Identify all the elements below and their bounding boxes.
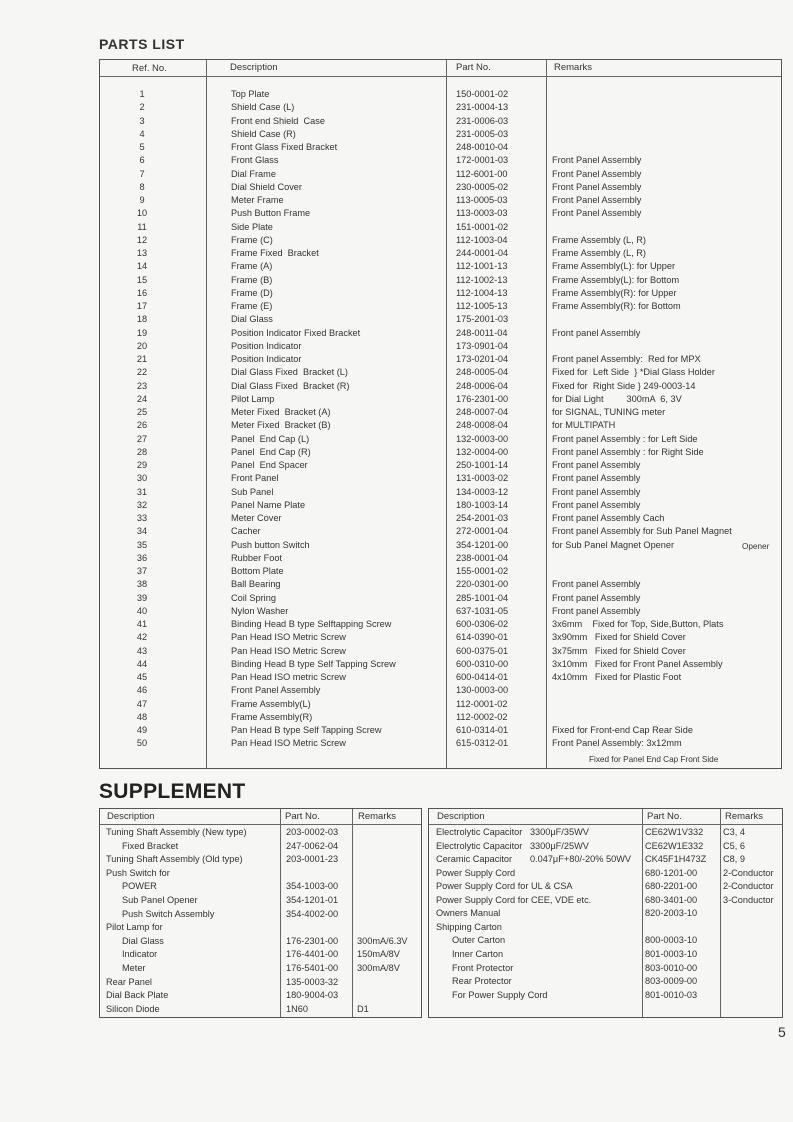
parts-row-description: Shield Case (R): [231, 129, 296, 139]
supp-right-row-part-no: 680-3401-00: [645, 895, 698, 905]
parts-row-ref: 38: [136, 579, 148, 589]
supp-left-row-description: Dial Glass: [122, 936, 164, 946]
supp-right-row-description: Power Supply Cord: [436, 868, 516, 878]
supp-left-row-part-no: 354-4002-00: [286, 909, 339, 919]
parts-row-part-no: 248-0005-04: [456, 367, 509, 377]
parts-row-description: Frame (C): [231, 235, 273, 245]
parts-row-ref: 2: [139, 102, 145, 112]
supp-right-header-part-no: Part No.: [647, 811, 682, 822]
supp-right-row-part-no: CE62W1E332: [645, 841, 704, 851]
supp-right-row-remarks: 2-Conductor: [723, 881, 774, 891]
parts-row-part-no: 254-2001-03: [456, 513, 509, 523]
header-description: Description: [230, 62, 278, 73]
parts-row-part-no: 231-0006-03: [456, 116, 509, 126]
supp-left-row-description: Silicon Diode: [106, 1004, 160, 1014]
parts-row-part-no: 244-0001-04: [456, 248, 509, 258]
supp-left-row-description: Push Switch Assembly: [122, 909, 215, 919]
parts-row-description: Binding Head B type Selftapping Screw: [231, 619, 392, 629]
parts-row-ref: 23: [136, 381, 148, 391]
parts-row-part-no: 112-1004-13: [456, 288, 508, 298]
parts-row-part-no: 173-0901-04: [456, 341, 509, 351]
parts-row-ref: 8: [139, 182, 145, 192]
supp-left-row-description: Dial Back Plate: [106, 990, 169, 1000]
parts-row-ref: 17: [136, 301, 148, 311]
supp-left-row-description: Meter: [122, 963, 146, 973]
parts-row-description: Side Plate: [231, 222, 273, 232]
supp-right-row-description: Electrolytic Capacitor 3300μF/25WV: [436, 841, 589, 851]
parts-row-remarks: Fixed for Front-end Cap Rear Side: [552, 725, 693, 735]
supp-left-row-description: Tuning Shaft Assembly (Old type): [106, 854, 243, 864]
supp-right-row-remarks: 2-Conductor: [723, 868, 774, 878]
parts-row-ref: 4: [139, 129, 145, 139]
parts-row-remarks: Front panel Assembly: [552, 579, 641, 589]
parts-row-part-no: 248-0011-04: [456, 328, 508, 338]
parts-row-remarks: Front Panel Assembly: [552, 195, 642, 205]
parts-row-description: Meter Cover: [231, 513, 282, 523]
parts-row-part-no: 173-0201-04: [456, 354, 509, 364]
parts-row-description: Sub Panel: [231, 487, 274, 497]
parts-row-remarks: for MULTIPATH: [552, 420, 616, 430]
parts-row-remarks: Front panel Assembly : for Left Side: [552, 434, 698, 444]
parts-row-ref: 21: [136, 354, 148, 364]
parts-row-ref: 37: [136, 566, 148, 576]
parts-row-description: Pilot Lamp: [231, 394, 275, 404]
parts-row-description: Push Button Frame: [231, 208, 311, 218]
parts-row-ref: 47: [136, 699, 148, 709]
parts-row-remarks: Front panel Assembly: Red for MPX: [552, 354, 701, 364]
parts-row-remarks: Fixed for Right Side } 249-0003-14: [552, 381, 696, 391]
parts-row-description: Frame Fixed Bracket: [231, 248, 319, 258]
parts-row-description: Pan Head ISO Metric Screw: [231, 646, 346, 656]
parts-row-ref: 26: [136, 420, 148, 430]
parts-row-ref: 5: [139, 142, 145, 152]
parts-row-description: Push button Switch: [231, 540, 310, 550]
supp-right-row-remarks: 3-Conductor: [723, 895, 774, 905]
parts-row-part-no: 220-0301-00: [456, 579, 509, 589]
supp-left-row-part-no: 203-0002-03: [286, 827, 339, 837]
parts-row-remarks: Frame Assembly(L): for Upper: [552, 261, 676, 271]
row50-extra: Fixed for Panel End Cap Front Side: [589, 755, 719, 764]
supp-right-row-part-no: 820-2003-10: [645, 908, 698, 918]
parts-row-description: Binding Head B type Self Tapping Screw: [231, 659, 396, 669]
parts-row-remarks: Frame Assembly (L, R): [552, 248, 646, 258]
parts-row-remarks: 3x10mm Fixed for Front Panel Assembly: [552, 659, 723, 669]
parts-row-description: Pan Head ISO Metric Screw: [231, 632, 346, 642]
supp-right-row-description: Ceramic Capacitor 0.047μF+80/-20% 50WV: [436, 854, 631, 864]
parts-row-description: Meter Fixed Bracket (B): [231, 420, 331, 430]
parts-row-part-no: 248-0007-04: [456, 407, 509, 417]
parts-row-ref: 45: [136, 672, 148, 682]
parts-row-part-no: 112-1001-13: [456, 261, 508, 271]
parts-row-part-no: 131-0003-02: [456, 473, 509, 483]
parts-row-part-no: 615-0312-01: [456, 738, 509, 748]
parts-row-part-no: 172-0001-03: [456, 155, 509, 165]
header-part-no: Part No.: [456, 62, 491, 73]
supp-right-row-part-no: 680-1201-00: [645, 868, 698, 878]
parts-row-description: Coil Spring: [231, 593, 276, 603]
supp-left-row-description: Sub Panel Opener: [122, 895, 198, 905]
parts-row-part-no: 112-0002-02: [456, 712, 508, 722]
parts-row-description: Panel End Cap (R): [231, 447, 311, 457]
parts-row-description: Ball Bearing: [231, 579, 281, 589]
parts-row-ref: 1: [139, 89, 145, 99]
parts-row-ref: 48: [136, 712, 148, 722]
row35-extra: Opener: [742, 542, 770, 551]
parts-row-part-no: 610-0314-01: [456, 725, 509, 735]
supp-left-row-part-no: 176-2301-00: [286, 936, 339, 946]
supp-left-row-description: Push Switch for: [106, 868, 170, 878]
parts-list-title: PARTS LIST: [99, 36, 185, 52]
parts-row-description: Frame (E): [231, 301, 273, 311]
parts-row-ref: 18: [136, 314, 148, 324]
supp-left-row-description: Rear Panel: [106, 977, 152, 987]
parts-row-ref: 27: [136, 434, 148, 444]
parts-row-part-no: 614-0390-01: [456, 632, 509, 642]
supp-left-row-part-no: 176-4401-00: [286, 949, 339, 959]
parts-row-remarks: Front panel Assembly : for Right Side: [552, 447, 704, 457]
parts-row-description: Panel End Cap (L): [231, 434, 310, 444]
parts-row-remarks: Front Panel Assembly: [552, 155, 642, 165]
parts-row-remarks: for Dial Light 300mA 6, 3V: [552, 394, 682, 404]
parts-row-part-no: 637-1031-05: [456, 606, 509, 616]
parts-row-description: Front Panel: [231, 473, 279, 483]
parts-row-ref: 34: [136, 526, 148, 536]
parts-row-description: Panel End Spacer: [231, 460, 308, 470]
parts-row-ref: 9: [139, 195, 145, 205]
supp-left-row-description: Indicator: [122, 949, 158, 959]
parts-row-ref: 43: [136, 646, 148, 656]
parts-row-description: Nylon Washer: [231, 606, 289, 616]
parts-row-part-no: 600-0375-01: [456, 646, 509, 656]
parts-row-ref: 39: [136, 593, 148, 603]
parts-row-part-no: 600-0310-00: [456, 659, 509, 669]
parts-row-part-no: 248-0008-04: [456, 420, 509, 430]
page-number: 5: [778, 1024, 786, 1040]
parts-row-description: Bottom Plate: [231, 566, 284, 576]
supp-right-row-description: Inner Carton: [452, 949, 504, 959]
parts-row-remarks: Fixed for Left Side } *Dial Glass Holder: [552, 367, 715, 377]
parts-row-part-no: 112-1005-13: [456, 301, 508, 311]
parts-row-ref: 24: [136, 394, 148, 404]
parts-row-ref: 20: [136, 341, 148, 351]
parts-row-ref: 6: [139, 155, 145, 165]
parts-row-part-no: 250-1001-14: [456, 460, 509, 470]
supp-right-row-description: Front Protector: [452, 963, 514, 973]
parts-row-ref: 28: [136, 447, 148, 457]
supp-left-row-remarks: 150mA/8V: [357, 949, 400, 959]
parts-row-part-no: 175-2001-03: [456, 314, 509, 324]
parts-row-remarks: Frame Assembly(R): for Bottom: [552, 301, 681, 311]
parts-row-ref: 12: [136, 235, 148, 245]
parts-row-part-no: 285-1001-04: [456, 593, 509, 603]
parts-row-remarks: Front panel Assembly Cach: [552, 513, 665, 523]
parts-row-ref: 40: [136, 606, 148, 616]
parts-row-description: Meter Frame: [231, 195, 284, 205]
parts-row-ref: 35: [136, 540, 148, 550]
parts-row-part-no: 150-0001-02: [456, 89, 509, 99]
parts-row-ref: 10: [136, 208, 148, 218]
parts-row-remarks: Frame Assembly(R): for Upper: [552, 288, 677, 298]
parts-row-ref: 31: [136, 487, 148, 497]
parts-row-remarks: Front panel Assembly: [552, 328, 641, 338]
parts-row-description: Rubber Foot: [231, 553, 283, 563]
parts-row-ref: 14: [136, 261, 148, 271]
supp-left-row-description: Fixed Bracket: [122, 841, 179, 851]
parts-row-part-no: 231-0004-13: [456, 102, 509, 112]
supp-right-row-description: For Power Supply Cord: [452, 990, 548, 1000]
parts-row-ref: 19: [136, 328, 148, 338]
supp-right-row-part-no: 803-0009-00: [645, 976, 698, 986]
parts-row-remarks: Front Panel Assembly: [552, 182, 642, 192]
supp-left-row-remarks: 300mA/8V: [357, 963, 400, 973]
header-ref-no: Ref. No.: [132, 63, 167, 74]
parts-row-remarks: 3x6mm Fixed for Top, Side,Button, Plats: [552, 619, 724, 629]
parts-row-part-no: 230-0005-02: [456, 182, 509, 192]
parts-row-description: Panel Name Plate: [231, 500, 306, 510]
parts-row-ref: 16: [136, 288, 148, 298]
parts-row-description: Position Indicator: [231, 341, 302, 351]
parts-row-description: Frame (B): [231, 275, 273, 285]
parts-row-ref: 13: [136, 248, 148, 258]
supp-left-row-description: POWER: [122, 881, 157, 891]
parts-row-description: Dial Shield Cover: [231, 182, 302, 192]
parts-row-part-no: 113-0005-03: [456, 195, 508, 205]
supp-right-row-part-no: 800-0003-10: [645, 935, 698, 945]
parts-row-ref: 33: [136, 513, 148, 523]
parts-row-part-no: 231-0005-03: [456, 129, 509, 139]
parts-row-ref: 30: [136, 473, 148, 483]
parts-row-part-no: 354-1201-00: [456, 540, 509, 550]
parts-row-ref: 3: [139, 116, 145, 126]
parts-row-description: Position Indicator: [231, 354, 302, 364]
parts-row-part-no: 132-0004-00: [456, 447, 509, 457]
parts-row-remarks: 3x75mm Fixed for Shield Cover: [552, 646, 686, 656]
supp-left-header-remarks: Remarks: [358, 811, 397, 822]
parts-row-remarks: Front panel Assembly: [552, 500, 641, 510]
parts-row-ref: 44: [136, 659, 148, 669]
parts-row-part-no: 112-1003-04: [456, 235, 508, 245]
parts-row-part-no: 134-0003-12: [456, 487, 509, 497]
parts-row-ref: 25: [136, 407, 148, 417]
parts-row-ref: 22: [136, 367, 148, 377]
parts-row-part-no: 151-0001-02: [456, 222, 509, 232]
supp-right-row-part-no: 801-0010-03: [645, 990, 698, 1000]
supp-right-row-description: Shipping Carton: [436, 922, 502, 932]
supp-right-row-description: Electrolytic Capacitor 3300μF/35WV: [436, 827, 589, 837]
parts-row-remarks: Front panel Assembly: [552, 460, 641, 470]
parts-row-remarks: Front panel Assembly: [552, 473, 641, 483]
parts-row-remarks: Front Panel Assembly: [552, 169, 642, 179]
supp-right-row-remarks: C8, 9: [723, 854, 745, 864]
parts-row-description: Pan Head B type Self Tapping Screw: [231, 725, 382, 735]
supp-right-row-remarks: C5, 6: [723, 841, 745, 851]
supplement-title: SUPPLEMENT: [99, 780, 246, 803]
parts-row-description: Frame Assembly(R): [231, 712, 313, 722]
parts-row-remarks: for Sub Panel Magnet Opener: [552, 540, 675, 550]
parts-row-part-no: 248-0010-04: [456, 142, 509, 152]
parts-row-ref: 7: [139, 169, 145, 179]
parts-row-ref: 11: [137, 222, 147, 232]
parts-row-part-no: 238-0001-04: [456, 553, 509, 563]
supp-right-row-part-no: CK45F1H473Z: [645, 854, 707, 864]
supp-right-row-description: Power Supply Cord for CEE, VDE etc.: [436, 895, 592, 905]
supp-left-header-part-no: Part No.: [285, 811, 320, 822]
supp-right-header-description: Description: [437, 811, 485, 822]
parts-row-part-no: 600-0414-01: [456, 672, 509, 682]
supp-left-row-description: Pilot Lamp for: [106, 922, 163, 932]
parts-row-remarks: Front Panel Assembly: [552, 208, 642, 218]
header-remarks: Remarks: [554, 62, 593, 73]
parts-row-ref: 15: [136, 275, 148, 285]
supp-left-row-part-no: 354-1003-00: [286, 881, 339, 891]
parts-row-remarks: Front Panel Assembly: 3x12mm: [552, 738, 682, 748]
supp-right-row-description: Rear Protector: [452, 976, 512, 986]
parts-row-part-no: 272-0001-04: [456, 526, 509, 536]
parts-row-ref: 29: [136, 460, 148, 470]
supp-left-row-part-no: 203-0001-23: [286, 854, 339, 864]
supp-left-row-description: Tuning Shaft Assembly (New type): [106, 827, 247, 837]
parts-row-remarks: Front panel Assembly: [552, 487, 641, 497]
supp-right-header-remarks: Remarks: [725, 811, 764, 822]
parts-row-remarks: for SIGNAL, TUNING meter: [552, 407, 666, 417]
parts-row-part-no: 112-0001-02: [456, 699, 508, 709]
parts-row-part-no: 248-0006-04: [456, 381, 509, 391]
parts-row-description: Dial Glass Fixed Bracket (L): [231, 367, 348, 377]
parts-row-ref: 36: [136, 553, 148, 563]
supp-right-row-part-no: 680-2201-00: [645, 881, 698, 891]
parts-row-description: Pan Head ISO metric Screw: [231, 672, 346, 682]
parts-row-description: Dial Frame: [231, 169, 276, 179]
supp-right-row-part-no: 801-0003-10: [645, 949, 698, 959]
supp-right-row-part-no: CE62W1V332: [645, 827, 704, 837]
supp-left-row-part-no: 1N60: [286, 1004, 308, 1014]
parts-row-description: Frame (D): [231, 288, 273, 298]
parts-row-remarks: Front panel Assembly: [552, 593, 641, 603]
supp-right-row-part-no: 803-0010-00: [645, 963, 698, 973]
parts-row-part-no: 132-0003-00: [456, 434, 509, 444]
supp-left-header-description: Description: [107, 811, 155, 822]
supp-left-row-part-no: 135-0003-32: [286, 977, 339, 987]
parts-row-part-no: 112-1002-13: [456, 275, 508, 285]
parts-row-description: Top Plate: [231, 89, 270, 99]
parts-row-part-no: 176-2301-00: [456, 394, 509, 404]
parts-row-description: Dial Glass: [231, 314, 273, 324]
supp-left-row-part-no: 180-9004-03: [286, 990, 339, 1000]
parts-row-description: Front end Shield Case: [231, 116, 325, 126]
parts-row-remarks: Frame Assembly (L, R): [552, 235, 646, 245]
parts-row-ref: 42: [136, 632, 148, 642]
supp-right-row-description: Power Supply Cord for UL & CSA: [436, 881, 573, 891]
parts-row-description: Front Glass: [231, 155, 279, 165]
parts-row-description: Position Indicator Fixed Bracket: [231, 328, 361, 338]
parts-row-part-no: 113-0003-03: [456, 208, 508, 218]
parts-row-description: Shield Case (L): [231, 102, 295, 112]
parts-row-description: Front Glass Fixed Bracket: [231, 142, 338, 152]
parts-row-description: Front Panel Assembly: [231, 685, 321, 695]
parts-row-remarks: Front panel Assembly for Sub Panel Magnet: [552, 526, 732, 536]
parts-row-description: Pan Head ISO Metric Screw: [231, 738, 346, 748]
parts-row-part-no: 600-0306-02: [456, 619, 509, 629]
parts-row-part-no: 180-1003-14: [456, 500, 509, 510]
parts-row-description: Frame (A): [231, 261, 273, 271]
supp-left-row-part-no: 176-5401-00: [286, 963, 339, 973]
parts-row-description: Dial Glass Fixed Bracket (R): [231, 381, 350, 391]
parts-row-remarks: 3x90mm Fixed for Shield Cover: [552, 632, 686, 642]
parts-row-ref: 49: [136, 725, 148, 735]
supp-right-row-description: Outer Carton: [452, 935, 506, 945]
parts-row-description: Frame Assembly(L): [231, 699, 311, 709]
supp-left-row-remarks: 300mA/6.3V: [357, 936, 408, 946]
parts-row-part-no: 112-6001-00: [456, 169, 508, 179]
parts-row-description: Meter Fixed Bracket (A): [231, 407, 331, 417]
parts-row-remarks: 4x10mm Fixed for Plastic Foot: [552, 672, 682, 682]
parts-row-ref: 50: [136, 738, 148, 748]
supp-left-row-part-no: 354-1201-01: [286, 895, 339, 905]
supp-right-row-description: Owners Manual: [436, 908, 501, 918]
parts-row-ref: 41: [136, 619, 148, 629]
parts-row-ref: 32: [136, 500, 148, 510]
supp-left-row-remarks: D1: [357, 1004, 369, 1014]
parts-row-part-no: 155-0001-02: [456, 566, 509, 576]
parts-row-remarks: Front panel Assembly: [552, 606, 641, 616]
parts-row-remarks: Frame Assembly(L): for Bottom: [552, 275, 680, 285]
parts-row-part-no: 130-0003-00: [456, 685, 509, 695]
supp-left-row-part-no: 247-0062-04: [286, 841, 339, 851]
parts-row-description: Cacher: [231, 526, 261, 536]
parts-row-ref: 46: [136, 685, 148, 695]
supp-right-row-remarks: C3, 4: [723, 827, 745, 837]
